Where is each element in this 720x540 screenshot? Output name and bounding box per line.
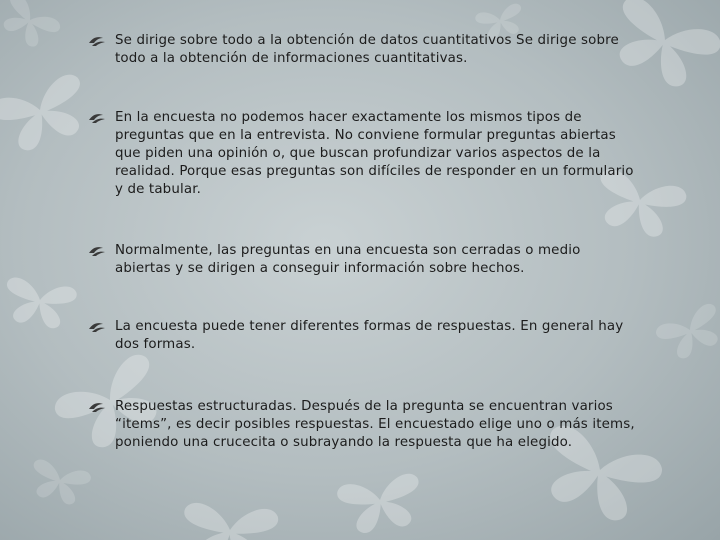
swoosh-bullet-icon <box>88 400 106 414</box>
swoosh-bullet-icon <box>88 244 106 258</box>
swoosh-bullet-icon <box>88 111 106 125</box>
bullet-text: Se dirige sobre todo a la obtención de datos cuantitativos Se dirige sobre todo a la obtención de informaciones cuantitativas. <box>115 33 619 66</box>
bullet-text: Normalmente, las preguntas en una encuesta son cerradas o medio abiertas y se dirigen a conseguir información sobre hechos. <box>115 243 581 276</box>
swoosh-bullet-icon <box>88 34 106 48</box>
bullet-text: Respuestas estructuradas. Después de la pregunta se encuentran varios “items”, es decir posibles respuestas. El encuestado elige uno o más items, poniendo una crucecita o subrayando la respuesta que ha elegido. <box>115 399 635 450</box>
bullet-text: La encuesta puede tener diferentes formas de respuestas. En general hay dos formas. <box>115 319 624 352</box>
swoosh-bullet-icon <box>88 320 106 334</box>
bullet-text: En la encuesta no podemos hacer exactamente los mismos tipos de preguntas que en la entrevista. No conviene formular preguntas abiertas que piden una opinión o, que buscan profundizar varios aspectos de la realidad. Porque esas preguntas son difíciles de responder en un formulario y de tabular. <box>115 110 634 197</box>
